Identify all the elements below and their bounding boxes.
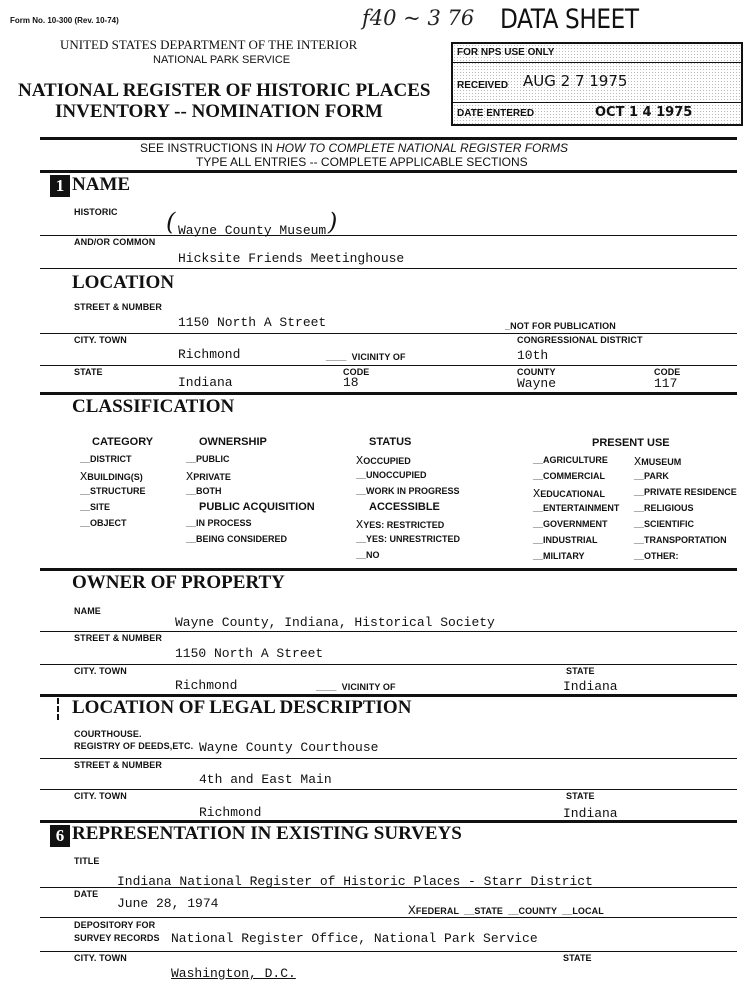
legal-description-heading: LOCATION OF LEGAL DESCRIPTION (72, 697, 412, 718)
common-name-label: AND/OR COMMON (74, 237, 156, 247)
location-street-value: 1150 North A Street (178, 315, 327, 330)
checkbox-mark: __ (186, 534, 197, 544)
survey-level: XFEDERAL __STATE __COUNTY __LOCAL (408, 903, 604, 918)
department-name: UNITED STATES DEPARTMENT OF THE INTERIOR (60, 37, 358, 52)
checkbox-item (186, 486, 222, 496)
survey-city-label: CITY. TOWN (74, 953, 127, 963)
checkbox-item (533, 455, 608, 465)
checkbox-mark: X (80, 470, 88, 484)
instructions-line-2: TYPE ALL ENTRIES -- COMPLETE APPLICABLE SECTIONS (196, 155, 528, 169)
checkbox-mark: __ (634, 551, 645, 561)
checkbox-label: YES: RESTRICTED (363, 520, 445, 530)
checkbox-item (186, 454, 230, 464)
checkbox-mark: __ (356, 534, 367, 544)
checkbox-mark: __ (533, 503, 544, 513)
instructions-title: HOW TO COMPLETE NATIONAL REGISTER FORMS (276, 141, 569, 155)
checkbox-item (356, 518, 444, 532)
legal-street-label: STREET & NUMBER (74, 760, 163, 770)
legal-city-value: Richmond (199, 805, 262, 820)
checkbox-item (533, 503, 619, 513)
checkbox-item (634, 535, 727, 545)
checkbox-label: EDUCATIONAL (540, 489, 606, 499)
checkbox-mark: __ (186, 518, 197, 528)
owner-heading: OWNER OF PROPERTY (72, 572, 285, 593)
federal-mark: X (408, 903, 416, 918)
checkbox-label: NO (366, 550, 380, 560)
checkbox-mark: __ (533, 455, 544, 465)
checkbox-item (634, 455, 681, 469)
bracket-close: ) (328, 208, 338, 236)
form-number: Form No. 10-300 (Rev. 10-74) (10, 16, 119, 25)
nps-use-label: FOR NPS USE ONLY (457, 47, 555, 58)
checkbox-item (634, 471, 669, 481)
present-use-heading: PRESENT USE (592, 437, 670, 449)
checkbox-label: BEING CONSIDERED (196, 534, 288, 544)
owner-name-value: Wayne County, Indiana, Historical Society (175, 615, 495, 630)
checkbox-label: SITE (90, 502, 111, 512)
county-code-label: CODE (654, 367, 681, 377)
survey-title-label: TITLE (74, 856, 100, 866)
courthouse-label-1: COURTHOUSE. (74, 729, 142, 739)
checkbox-label: RELIGIOUS (644, 503, 694, 513)
checkbox-mark: __ (80, 454, 91, 464)
checkbox-item (356, 454, 411, 468)
checkbox-mark: X (356, 518, 364, 532)
checkbox-item (356, 534, 460, 544)
depository-value: National Register Office, National Park Service (171, 931, 538, 946)
checkbox-item (533, 519, 608, 529)
checkbox-item (80, 486, 146, 496)
checkbox-label: PRIVATE (193, 472, 231, 482)
checkbox-item (634, 519, 694, 529)
checkbox-item (80, 454, 132, 464)
location-street-label: STREET & NUMBER (74, 302, 163, 312)
courthouse-value: Wayne County Courthouse (199, 740, 379, 755)
checkbox-label: PARK (644, 471, 669, 481)
survey-title-value: Indiana National Register of Historic Places - Starr District (117, 874, 593, 889)
checkbox-mark: __ (186, 454, 197, 464)
location-city-label: CITY. TOWN (74, 335, 127, 345)
checkbox-mark: __ (533, 551, 544, 561)
historic-label: HISTORIC (74, 207, 118, 217)
public-acquisition-heading: PUBLIC ACQUISITION (199, 501, 315, 513)
survey-date-value: June 28, 1974 (117, 896, 219, 911)
checkbox-item (80, 502, 110, 512)
checkbox-mark: __ (80, 486, 91, 496)
date-entered-label: DATE ENTERED (457, 108, 535, 119)
checkbox-label: AGRICULTURE (543, 455, 608, 465)
state-option: STATE (474, 906, 504, 916)
checkbox-label: STRUCTURE (90, 486, 146, 496)
location-state-label: STATE (74, 367, 103, 377)
checkbox-label: GOVERNMENT (543, 519, 608, 529)
form-title: NATIONAL REGISTER OF HISTORIC PLACES (18, 80, 431, 101)
checkbox-mark: __ (634, 471, 645, 481)
courthouse-label-2: REGISTRY OF DEEDS,ETC. (74, 741, 194, 751)
owner-state-value: Indiana (563, 679, 618, 694)
county-option: COUNTY (518, 906, 557, 916)
checkbox-item (533, 535, 598, 545)
checkbox-mark: __ (634, 487, 645, 497)
section-number-1: 1 (50, 175, 70, 197)
congressional-district-value: 10th (517, 348, 549, 363)
checkbox-item (80, 470, 143, 484)
status-heading: STATUS (369, 436, 412, 448)
checkbox-item (186, 470, 231, 484)
legal-state-value: Indiana (563, 806, 618, 821)
name-heading: NAME (72, 174, 131, 195)
checkbox-mark: __ (356, 486, 367, 496)
checkbox-label: COMMERCIAL (543, 471, 606, 481)
checkbox-label: OBJECT (90, 518, 127, 528)
depository-label-2: SURVEY RECORDS (74, 933, 160, 943)
checkbox-label: BUILDING(S) (87, 472, 143, 482)
survey-date-label: DATE (74, 889, 99, 899)
owner-name-label: NAME (74, 606, 101, 616)
checkbox-mark: __ (356, 550, 367, 560)
legal-street-value: 4th and East Main (199, 772, 332, 787)
checkbox-mark: X (533, 487, 541, 501)
county-label: COUNTY (517, 367, 556, 377)
category-heading: CATEGORY (92, 436, 154, 448)
checkbox-item (634, 551, 679, 561)
location-city-value: Richmond (178, 347, 241, 362)
checkbox-mark: X (186, 470, 194, 484)
survey-state-label: STATE (563, 953, 592, 963)
checkbox-item (186, 534, 287, 544)
checkbox-label: TRANSPORTATION (644, 535, 727, 545)
checkbox-label: BOTH (196, 486, 222, 496)
checkbox-label: ENTERTAINMENT (543, 503, 620, 513)
received-date: AUG 2 7 1975 (523, 72, 628, 90)
location-state-value: Indiana (178, 375, 233, 390)
surveys-heading: REPRESENTATION IN EXISTING SURVEYS (72, 823, 462, 844)
checkbox-item (356, 486, 460, 496)
checkbox-label: UNOCCUPIED (366, 470, 427, 480)
owner-state-label: STATE (566, 666, 595, 676)
survey-city-value: Washington, D.C. (171, 966, 296, 981)
checkbox-item (634, 487, 737, 497)
checkbox-label: OTHER: (644, 551, 679, 561)
owner-street-label: STREET & NUMBER (74, 633, 163, 643)
checkbox-item (533, 487, 605, 501)
checkbox-item (533, 471, 605, 481)
checkbox-item (356, 550, 380, 560)
margin-mark (57, 698, 61, 720)
checkbox-item (186, 518, 252, 528)
checkbox-mark: __ (533, 471, 544, 481)
checkbox-label: WORK IN PROGRESS (366, 486, 460, 496)
federal-option: FEDERAL (415, 906, 459, 916)
entered-date: OCT 1 4 1975 (595, 105, 693, 120)
legal-state-label: STATE (566, 791, 595, 801)
checkbox-label: IN PROCESS (196, 518, 252, 528)
checkbox-mark: __ (186, 486, 197, 496)
bracket-open: ( (166, 208, 176, 236)
instructions-line-1 (140, 141, 568, 155)
local-option: LOCAL (572, 906, 604, 916)
checkbox-label: MUSEUM (641, 457, 682, 467)
common-name-value: Hicksite Friends Meetinghouse (178, 251, 405, 266)
received-label: RECEIVED (457, 80, 509, 91)
checkbox-label: OCCUPIED (363, 456, 411, 466)
form-subtitle: INVENTORY -- NOMINATION FORM (55, 101, 383, 122)
checkbox-mark: __ (533, 519, 544, 529)
legal-city-label: CITY. TOWN (74, 791, 127, 801)
checkbox-mark: __ (634, 503, 645, 513)
checkbox-mark: __ (533, 535, 544, 545)
historic-name-value: Wayne County Museum (178, 223, 327, 238)
owner-street-value: 1150 North A Street (175, 646, 324, 661)
checkbox-item (533, 551, 585, 561)
owner-city-value: Richmond (175, 678, 238, 693)
accessible-heading: ACCESSIBLE (369, 501, 440, 513)
checkbox-mark: __ (80, 502, 91, 512)
checkbox-mark: X (634, 455, 642, 469)
congressional-district-label: CONGRESSIONAL DISTRICT (517, 335, 643, 345)
state-code-value: 18 (343, 375, 359, 390)
checkbox-mark: X (356, 454, 364, 468)
checkbox-mark: __ (634, 519, 645, 529)
checkbox-label: YES: UNRESTRICTED (366, 534, 461, 544)
nps-use-box (451, 42, 743, 126)
checkbox-label: SCIENTIFIC (644, 519, 695, 529)
checkbox-label: INDUSTRIAL (543, 535, 598, 545)
checkbox-label: PUBLIC (196, 454, 230, 464)
service-name: NATIONAL PARK SERVICE (153, 54, 291, 66)
checkbox-label: MILITARY (543, 551, 585, 561)
owner-vicinity-label: ____ VICINITY OF (316, 682, 396, 692)
handwritten-reference: f40 ~ 3 76 (362, 6, 475, 30)
location-vicinity-label: ____ VICINITY OF (326, 352, 406, 362)
checkbox-item (80, 518, 127, 528)
section-number-6: 6 (50, 825, 70, 847)
location-heading: LOCATION (72, 272, 175, 293)
checkbox-mark: __ (356, 470, 367, 480)
checkbox-item (356, 470, 427, 480)
county-value: Wayne (517, 376, 557, 391)
checkbox-item (634, 503, 694, 513)
checkbox-label: PRIVATE RESIDENCE (644, 487, 737, 497)
county-code-value: 117 (654, 376, 678, 391)
checkbox-mark: __ (80, 518, 91, 528)
checkbox-mark: __ (634, 535, 645, 545)
checkbox-label: DISTRICT (90, 454, 132, 464)
owner-city-label: CITY. TOWN (74, 666, 127, 676)
classification-heading: CLASSIFICATION (72, 396, 235, 417)
data-sheet-stamp: DATA SHEET (500, 4, 639, 35)
not-for-publication: _NOT FOR PUBLICATION (505, 321, 616, 331)
state-code-label: CODE (343, 367, 370, 377)
depository-label-1: DEPOSITORY FOR (74, 920, 156, 930)
ownership-heading: OWNERSHIP (199, 436, 267, 448)
instructions-prefix: SEE INSTRUCTIONS IN (140, 141, 277, 155)
